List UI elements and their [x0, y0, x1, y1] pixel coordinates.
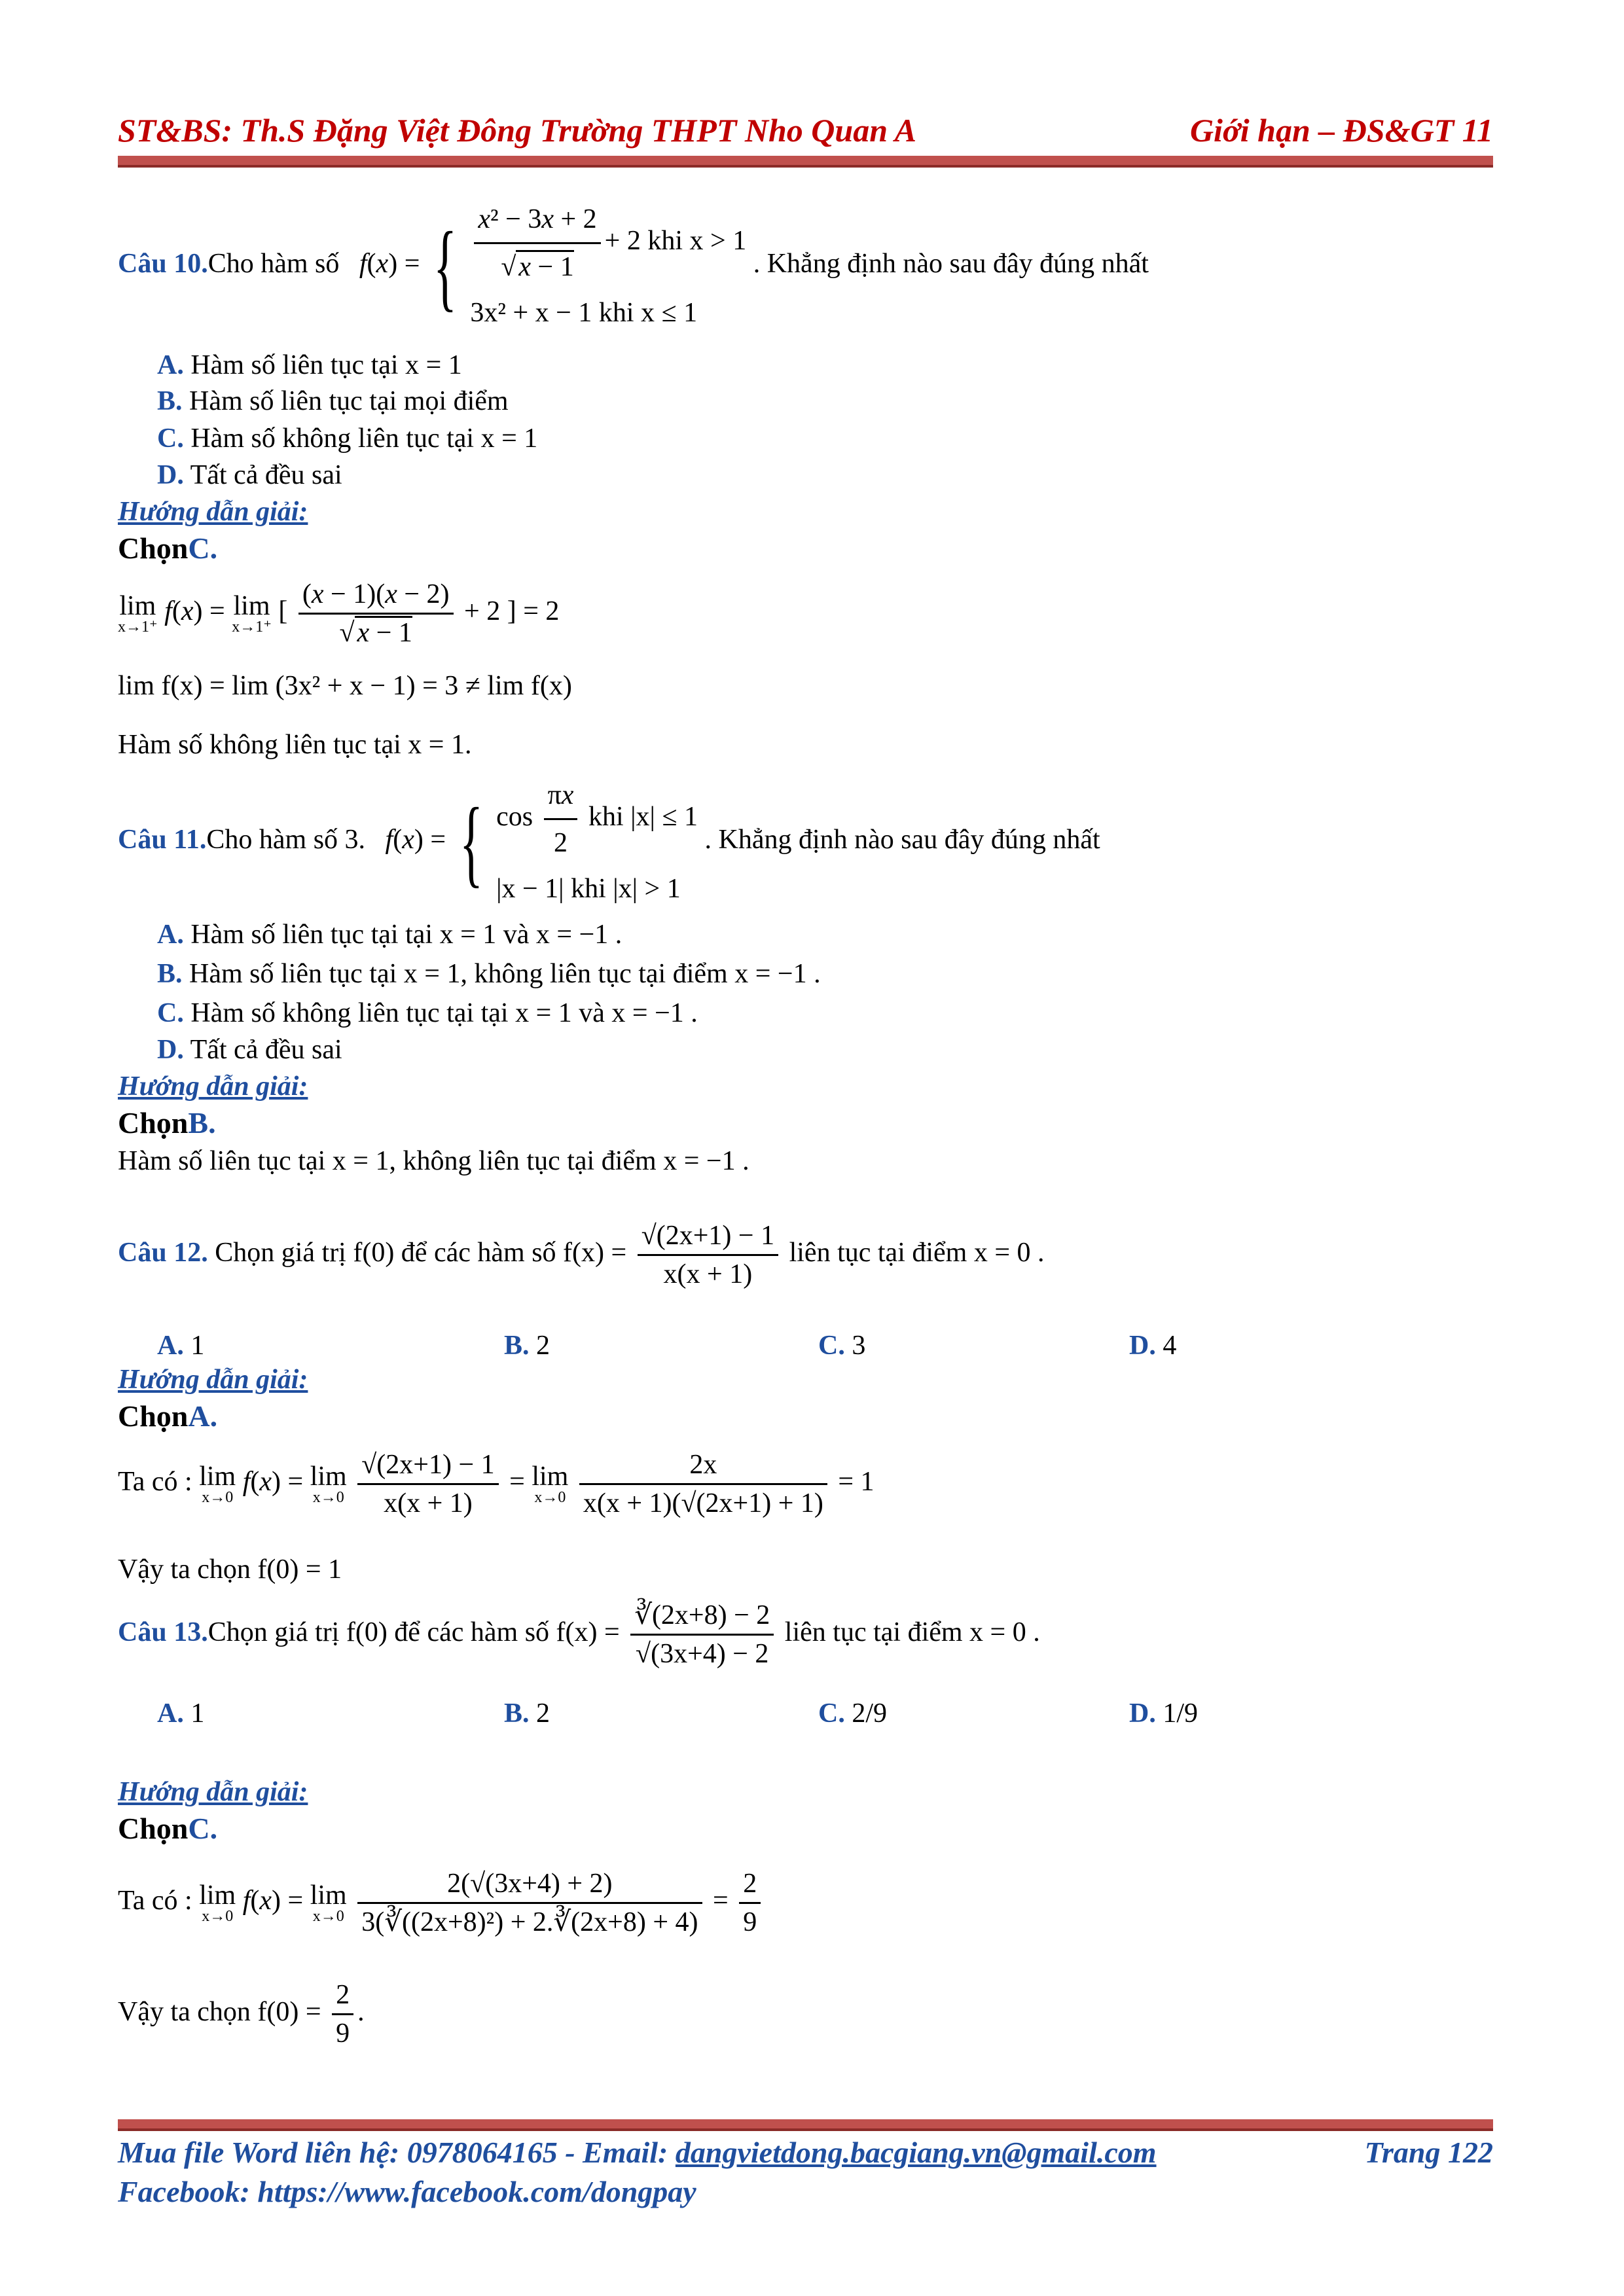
- function-fraction: $\frac{√(2x+1) - 1}{x(x + 1)}$: [638, 1217, 778, 1293]
- option-d: D. Tất cả đều sai: [157, 1035, 342, 1065]
- option-a: A. Hàm số liên tục tại tại x = 1 và x = −1 .: [157, 920, 623, 950]
- header-rule: [118, 156, 1493, 168]
- question-label: Câu 11.: [118, 825, 207, 855]
- question-label: Câu 12.: [118, 1238, 208, 1268]
- email-link[interactable]: dangvietdong.bacgiang.vn@gmail.com: [675, 2136, 1157, 2169]
- case-2: |x − 1| khi |x| > 1: [496, 874, 681, 904]
- footer-line-2[interactable]: Facebook: https://www.facebook.com/dongpay: [118, 2175, 696, 2208]
- page-number: Trang 122: [1364, 2136, 1493, 2169]
- question-label: Câu 13.: [118, 1617, 208, 1648]
- option-a: A. 1: [157, 1331, 205, 1361]
- option-c: C. Hàm số không liên tục tại x = 1: [157, 423, 538, 454]
- solution-line-2: lim f(x) = lim (3x² + x − 1) = 3 ≠ lim f(x): [118, 671, 572, 701]
- question-intro: Chọn giá trị f(0) để các hàm số f(x) =: [208, 1617, 620, 1648]
- solution-conclusion: Hàm số liên tục tại x = 1, không liên tục tại điểm x = −1 .: [118, 1146, 749, 1176]
- question-11: Câu 11.Cho hàm số 3. f(x) = { cos $\frac{\pi x}{2}$ khi |x| ≤ 1 |x − 1| khi |x| > 1 . Khẳng định nào sau đây đúng nhất: [118, 772, 1100, 912]
- question-intro: Cho hàm số: [208, 249, 340, 279]
- solution-heading: Hướng dẫn giải:: [118, 1071, 308, 1102]
- question-intro: Chọn giá trị f(0) để các hàm số f(x) =: [208, 1238, 627, 1268]
- option-a: A. Hàm số liên tục tại x = 1: [157, 350, 462, 380]
- option-d: D. Tất cả đều sai: [157, 460, 342, 490]
- option-d: D. 1/9: [1129, 1698, 1199, 1729]
- solution-heading: Hướng dẫn giải:: [118, 497, 308, 527]
- header-topic: Giới hạn – ĐS&GT 11: [1189, 112, 1493, 149]
- piecewise-cases: cos $\frac{\pi x}{2}$ khi |x| ≤ 1 |x − 1| khi |x| > 1: [496, 772, 698, 912]
- solution-conclusion: Hàm số không liên tục tại x = 1.: [118, 730, 472, 760]
- solution-line-1: Ta có : lim x→0 f(x) = lim x→0 $\frac{√(2x+1) - 1}{x(x + 1)}$ = lim x→0 $\frac{2x}{x(x + 1)(√(2x+1) + 1)}$ = 1: [118, 1446, 875, 1522]
- option-b: B. 2: [504, 1331, 550, 1361]
- answer-choice: ChọnC.: [118, 531, 218, 565]
- option-b: B. Hàm số liên tục tại x = 1, không liên tục tại điểm x = −1 .: [157, 959, 821, 989]
- footer-line-1: Mua file Word liên hệ: 0978064165 - Email: dangvietdong.bacgiang.vn@gmail.com Trang 122: [118, 2136, 1493, 2169]
- footer-rule: [118, 2119, 1493, 2131]
- piecewise-cases: $\frac{\text{x² − 3x + 2}}{√x - 1}$ + 2 khi x > 1 3x² + x − 1 khi x ≤ 1: [470, 196, 746, 336]
- answer-choice: ChọnA.: [118, 1399, 218, 1433]
- question-12: [118, 1217, 1045, 1293]
- solution-line-1: Ta có : lim x→0 f(x) = lim x→0 $\frac{2(√(3x+4) + 2)}{\text{3(∛((2x+8)²) + 2.∛(2x+8) + 4)}}$ = $\frac{2}{9}$: [118, 1865, 765, 1941]
- question-10: Câu 10.Cho hàm số f(x) = { $\frac{\text{x² − 3x + 2}}{√x - 1}$ + 2 khi x > 1 3x² + x − 1 khi x ≤ 1 . Khẳng định nào sau đây đúng nhất: [118, 196, 1149, 336]
- question-tail: . Khẳng định nào sau đây đúng nhất: [704, 825, 1100, 855]
- option-c: C. 2/9: [818, 1698, 888, 1729]
- option-b: B. 2: [504, 1698, 550, 1729]
- header-author: ST&BS: Th.S Đặng Việt Đông Trường THPT Nho Quan A: [118, 112, 916, 149]
- question-tail: . Khẳng định nào sau đây đúng nhất: [753, 249, 1149, 279]
- page-header: [118, 111, 1493, 157]
- question-tail: liên tục tại điểm x = 0 .: [789, 1238, 1045, 1268]
- question-label: Câu 10.: [118, 249, 208, 279]
- question-13: [118, 1597, 1040, 1672]
- option-b: B. Hàm số liên tục tại mọi điểm: [157, 386, 509, 416]
- answer-choice: ChọnC.: [118, 1812, 218, 1845]
- case-1: khi |x| ≤ 1: [588, 802, 698, 833]
- question-tail: liên tục tại điểm x = 0 .: [784, 1617, 1040, 1648]
- answer-choice: ChọnB.: [118, 1106, 216, 1139]
- question-intro: Cho hàm số 3.: [206, 825, 366, 855]
- option-c: C. 3: [818, 1331, 866, 1361]
- solution-heading: Hướng dẫn giải:: [118, 1365, 308, 1395]
- case-2: 3x² + x − 1 khi x ≤ 1: [470, 298, 698, 328]
- solution-heading: Hướng dẫn giải:: [118, 1777, 308, 1807]
- solution-conclusion: Vậy ta chọn f(0) = $\frac{2}{9}$ .: [118, 1977, 365, 2052]
- solution-line-1: lim x→1⁺ f(x) = lim x→1⁺ [ $\frac{(x - 1)(x - 2)}{√x - 1}$ + 2 ] = 2: [118, 576, 559, 651]
- option-d: D. 4: [1129, 1331, 1177, 1361]
- option-c: C. Hàm số không liên tục tại tại x = 1 và x = −1 .: [157, 998, 698, 1028]
- function-fraction: $\frac{∛(2x+8) - 2}{√(3x+4) - 2}$: [630, 1597, 774, 1672]
- solution-conclusion: Vậy ta chọn f(0) = 1: [118, 1554, 342, 1585]
- option-a: A. 1: [157, 1698, 205, 1729]
- case-1: + 2 khi x > 1: [604, 226, 747, 257]
